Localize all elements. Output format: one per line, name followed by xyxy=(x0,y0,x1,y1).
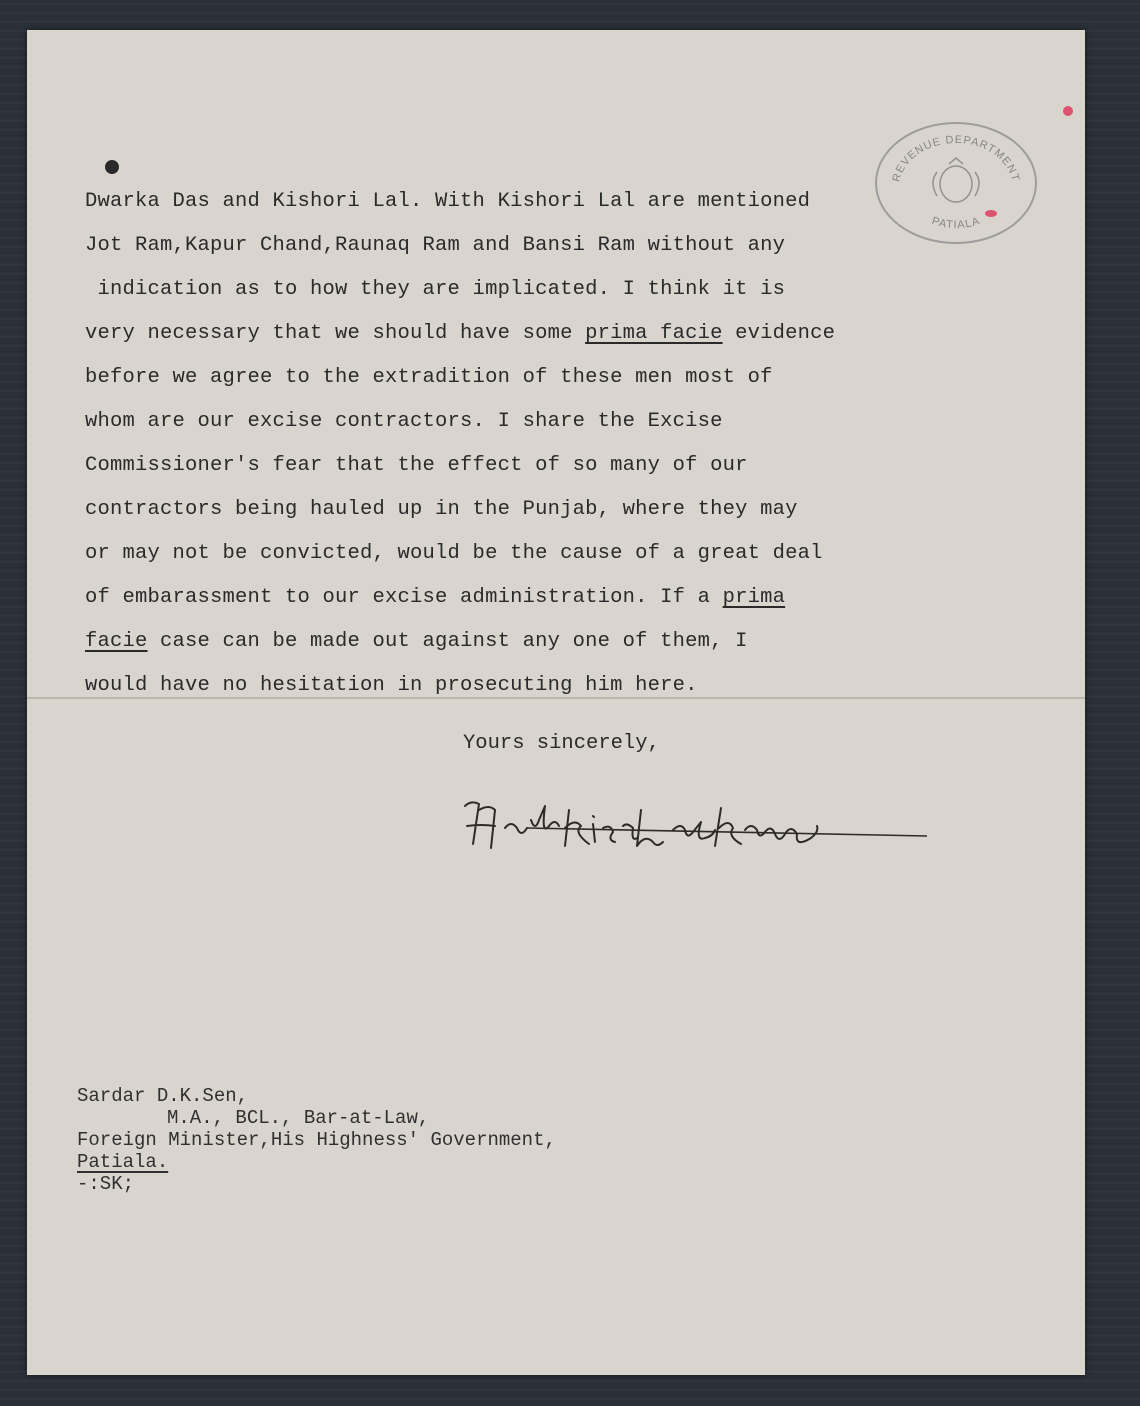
recipient-qualifications: M.A., BCL., Bar-at-Law, xyxy=(167,1107,430,1129)
stamp-text-top: REVENUE DEPARTMENT xyxy=(890,133,1022,184)
letter-body xyxy=(85,180,925,708)
letter-body-line xyxy=(85,532,925,576)
recipient-city: Patiala. xyxy=(77,1151,169,1173)
letter-body-line xyxy=(85,268,925,312)
body-text-segment: evidence xyxy=(722,322,836,345)
body-text-segment: indication as to how they are implicated. I think it is xyxy=(85,278,786,301)
reference-initials: -:SK; xyxy=(77,1173,135,1195)
underlined-phrase: facie xyxy=(85,630,148,653)
body-text-segment: very necessary that we should have some xyxy=(85,322,586,345)
underlined-phrase: prima facie xyxy=(585,322,723,345)
letter-body-line xyxy=(85,312,925,356)
body-text-segment: before we agree to the extradition of these men most of xyxy=(85,366,773,389)
letter-body-line xyxy=(85,224,925,268)
red-ink-mark xyxy=(985,210,997,217)
letter-body-line xyxy=(85,576,925,620)
letter-page xyxy=(27,30,1085,1375)
body-text-segment: of embarassment to our excise administration. If a xyxy=(85,586,723,609)
letter-body-line xyxy=(85,488,925,532)
svg-text:PATIALA xyxy=(930,215,982,231)
red-ink-mark xyxy=(1063,106,1073,116)
body-text-segment: Dwarka Das and Kishori Lal. With Kishori Lal are mentioned xyxy=(85,190,811,213)
body-text-segment: or may not be convicted, would be the cause of a great deal xyxy=(85,542,823,565)
letter-body-line xyxy=(85,664,925,708)
stamp-text-bottom: PATIALA xyxy=(930,214,982,232)
body-text-segment: Jot Ram,Kapur Chand,Raunaq Ram and Bansi Ram without any xyxy=(85,234,786,257)
punch-hole xyxy=(105,160,119,174)
letter-body-line xyxy=(85,356,925,400)
body-text-segment: Commissioner's fear that the effect of so many of our xyxy=(85,454,748,477)
closing-salutation: Yours sincerely, xyxy=(463,732,660,755)
body-text-segment: case can be made out against any one of them, I xyxy=(147,630,748,653)
letter-body-line xyxy=(85,180,925,224)
handwritten-signature xyxy=(427,768,927,858)
crest-icon xyxy=(933,158,979,202)
recipient-address xyxy=(77,1085,556,1195)
underlined-phrase: prima xyxy=(722,586,786,609)
signature-text: Harkishan Lal Kaul xyxy=(427,768,438,769)
letter-body-line xyxy=(85,400,925,444)
body-text-segment: contractors being hauled up in the Punjab, where they may xyxy=(85,498,798,521)
recipient-title: Foreign Minister,His Highness' Government, xyxy=(77,1129,556,1151)
recipient-name: Sardar D.K.Sen, xyxy=(77,1085,249,1107)
letter-body-line xyxy=(85,620,925,664)
body-text-segment: whom are our excise contractors. I share the Excise xyxy=(85,410,723,433)
letter-body-line xyxy=(85,444,925,488)
body-text-segment: would have no hesitation in prosecuting him here. xyxy=(85,674,698,697)
